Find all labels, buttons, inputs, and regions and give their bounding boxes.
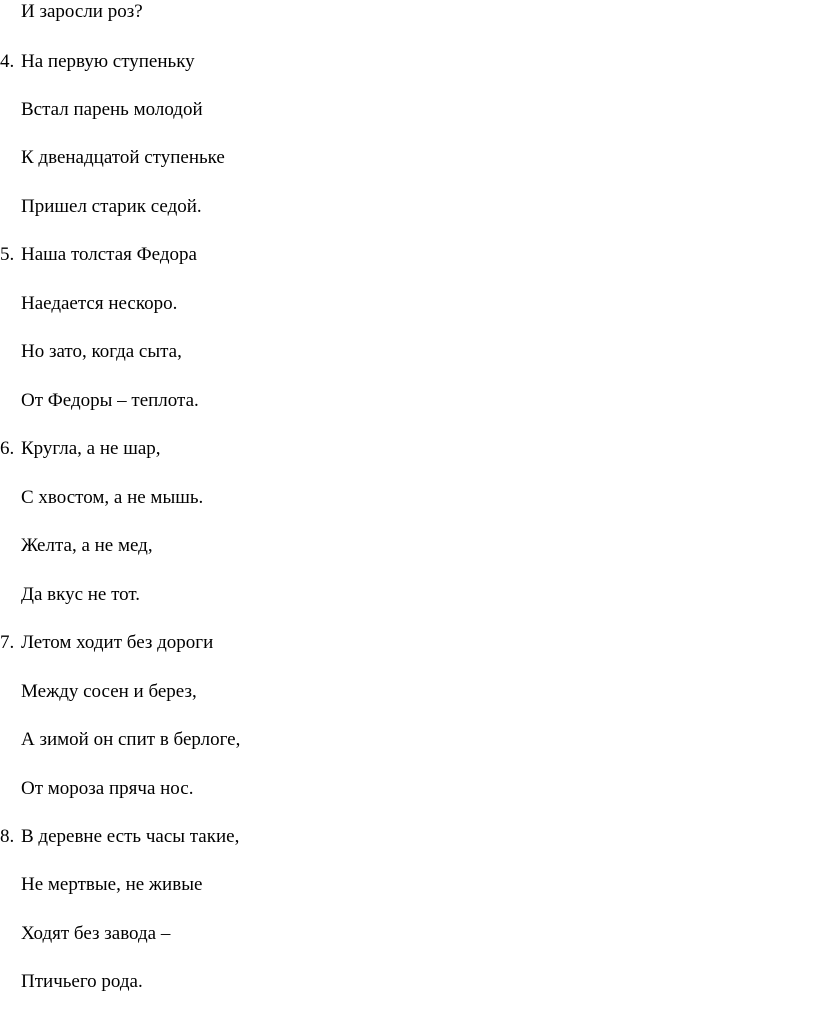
line-text: И заросли роз? bbox=[21, 1, 143, 22]
line-text: Наедается нескоро. bbox=[21, 293, 178, 314]
item-number: 7. bbox=[0, 632, 15, 653]
line-text: Не мертвые, не живые bbox=[21, 874, 203, 895]
line-text: Кругла, а не шар, bbox=[21, 438, 161, 459]
line-text: Между сосен и берез, bbox=[21, 681, 197, 702]
line-text: Наша толстая Федора bbox=[21, 244, 197, 265]
item-number: 5. bbox=[0, 244, 15, 265]
line-text: Летом ходит без дороги bbox=[21, 632, 214, 653]
line-text: От мороза пряча нос. bbox=[21, 778, 194, 799]
line-text: Желта, а не мед, bbox=[21, 535, 153, 556]
item-number: 4. bbox=[0, 51, 15, 72]
line-text: К двенадцатой ступеньке bbox=[21, 147, 225, 168]
line-text: На первую ступеньку bbox=[21, 51, 195, 72]
line-text: Ходят без завода – bbox=[21, 923, 171, 944]
item-number: 6. bbox=[0, 438, 15, 459]
line-text: Пришел старик седой. bbox=[21, 196, 202, 217]
line-text: В деревне есть часы такие, bbox=[21, 826, 240, 847]
line-text: Встал парень молодой bbox=[21, 99, 203, 120]
line-text: От Федоры – теплота. bbox=[21, 390, 199, 411]
line-text: Но зато, когда сыта, bbox=[21, 341, 182, 362]
line-text: Птичьего рода. bbox=[21, 971, 143, 992]
line-text: С хвостом, а не мышь. bbox=[21, 487, 204, 508]
line-text: А зимой он спит в берлоге, bbox=[21, 729, 241, 750]
item-number: 8. bbox=[0, 826, 15, 847]
line-text: Да вкус не тот. bbox=[21, 584, 141, 605]
